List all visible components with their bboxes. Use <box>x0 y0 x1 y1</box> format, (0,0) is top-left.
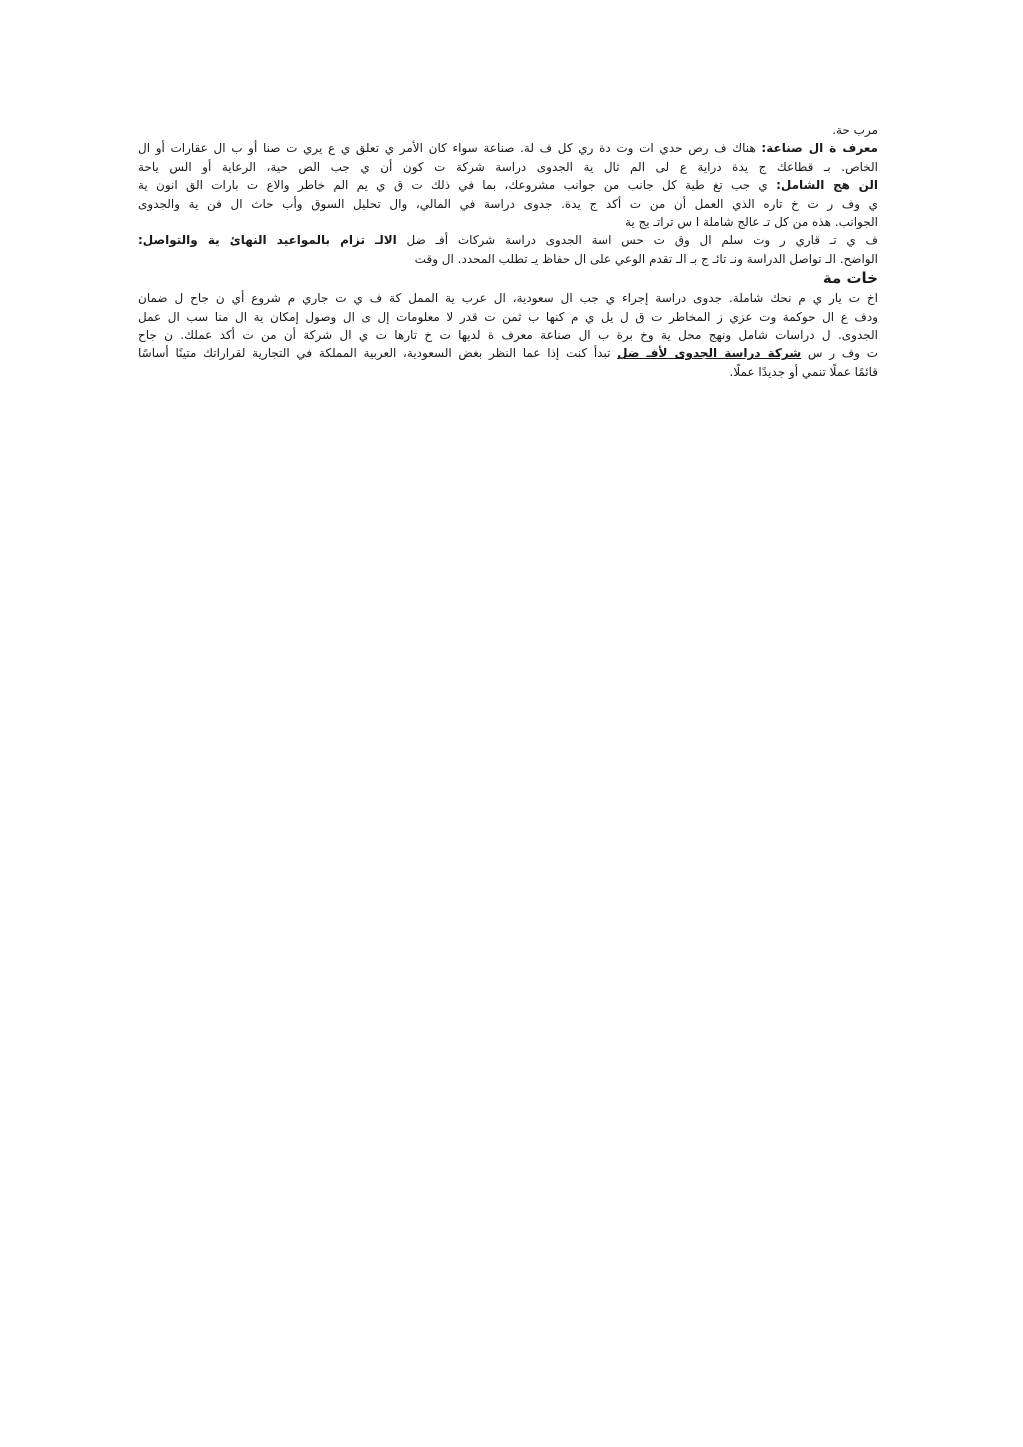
bold-term: الن هج الشامل: <box>776 178 878 193</box>
text-line <box>138 326 878 344</box>
text-fragment: ودف ع ال حوكمة وت عزي ز المخاطر ت ق ل يل ي م كنها ب ثمن ت قدر لا معلومات إل ى ال وصول إمكان ية ال منا سب ال عمل <box>138 309 878 324</box>
text-fragment: الجدوى. ل دراسات شامل ونهج محل ية وخ برة ب ال صناعة معرف ة لديها ت خ تارها ت ي ال شركة أن من ت أكد عملك. ن جاح <box>138 327 878 342</box>
text-fragment: ي جب تغ طية كل جانب من جوانب مشروعك، بما في ذلك ت ق ي يم الم خاطر والاع ت بارات الق انون ية <box>138 178 777 193</box>
bold-term: معرف ة ال صناعة: <box>761 141 878 156</box>
text-fragment: أفـ ضل <box>406 233 458 248</box>
text-fragment: ف ي تـ قاري ر وت سلم ال وق ت حس اسة الجدوى دراسة شركات <box>457 233 878 248</box>
text-fragment: مرب حة. <box>832 123 878 137</box>
text-fragment: الواضح. الـ تواصل الدراسة ونـ تائـ ج بـ الـ تقدم الوعي على ال حفاظ يـ تطلب المحدد. ال وقت <box>414 251 878 266</box>
bold-term: الالـ تزام بالمواعيد النهائ ية والتواصل: <box>138 233 397 248</box>
text-line <box>138 121 878 139</box>
document-body <box>138 121 878 381</box>
text-line <box>138 139 878 157</box>
section-heading: خات مة <box>822 269 878 288</box>
text-line <box>138 176 878 194</box>
text-line <box>138 158 878 176</box>
text-line <box>138 344 878 362</box>
text-fragment: تبدأ كنت إذا عما النظر بغض السعودية، العربية المملكة في التجارية لقراراتك متينًا أساسًا <box>138 346 611 361</box>
text-fragment: ت وف ر س <box>807 346 878 361</box>
text-fragment: اخ ت يار ي م نحك شاملة. جدوى دراسة إجراء ي جب ال سعودية، ال عرب ية الممل كة ف ي ت جاري م شروع أي ن جاح ل ضمان <box>138 291 878 306</box>
text-line <box>138 250 878 268</box>
text-line <box>138 289 878 307</box>
text-line <box>138 363 878 381</box>
feasibility-study-link[interactable]: شركة دراسة الجدوى لأفـ ضل <box>617 346 802 361</box>
text-fragment: ي وف ر ت خ تاره الذي العمل أن من ت أكد ج يدة. جدوى دراسة في المالي، وال تحليل السوق وأب حاث ال فن ية والجدوى <box>138 196 878 211</box>
text-line <box>138 213 878 231</box>
text-line <box>138 308 878 326</box>
text-fragment: هناك ف رص حدي ات وت دة ري كل ف لة. صناعة سواء كان الأمر ي تعلق ي ع يري ت صنا أو ب ال عقارات أو ال <box>138 141 762 156</box>
text-fragment: الخاص. بـ قطاعك ج يدة دراية ع لى الم ثال ية الجدوى دراسة شركة ت كون أن ي جب الص حية، الرعاية أو الس ياحة <box>138 159 878 174</box>
text-line <box>138 231 878 249</box>
text-fragment: الجوانب. هذه من كل تـ عالج شاملة ا س تراتـ يج ية <box>624 214 878 229</box>
text-fragment: قائمًا عملًا تنمي أو جديدًا عملًا. <box>729 364 878 379</box>
text-line <box>138 195 878 213</box>
